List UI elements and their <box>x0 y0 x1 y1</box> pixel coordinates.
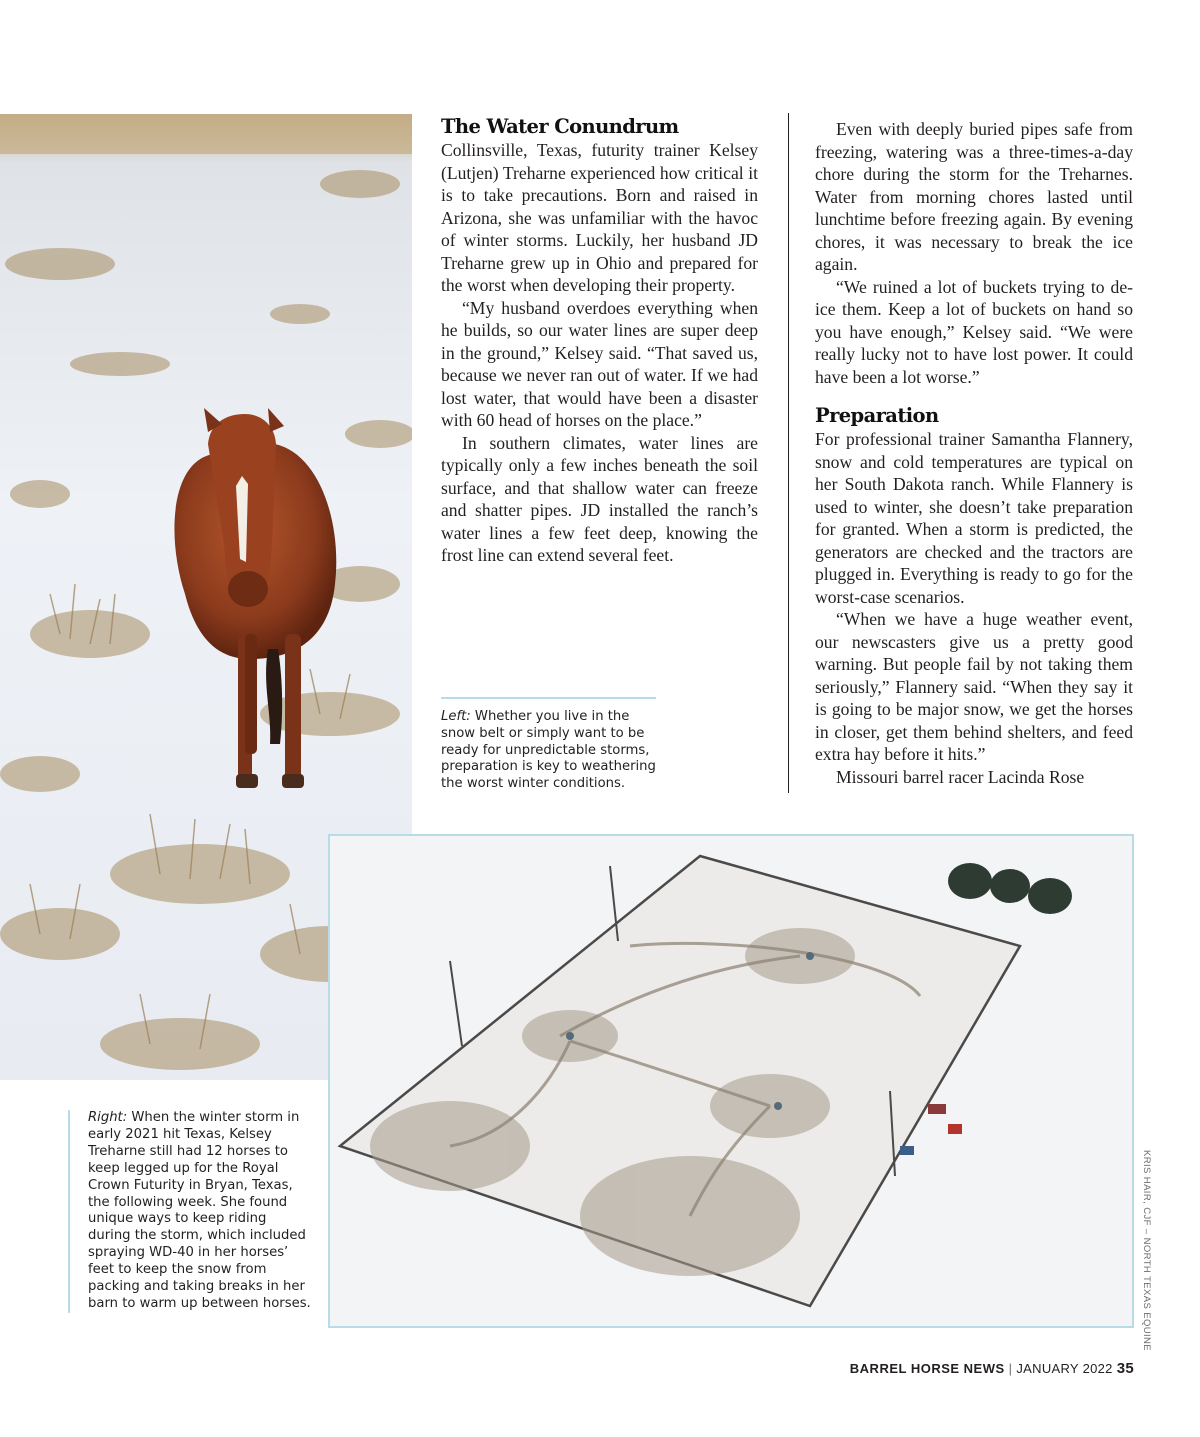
article-column-1 <box>441 115 758 567</box>
body-paragraph: “My husband overdoes everything when he builds, so our water lines are super deep in the ground,” Kelsey said. “That saved us, because we never ran out of water. If we had lost water, that would have been a disaster with 60 head of horses on the place.” <box>441 297 758 430</box>
caption-lead: Left: <box>441 709 471 724</box>
section-heading-water-conundrum: The Water Conundrum <box>441 115 679 138</box>
aerial-arena-illustration <box>330 836 1132 1326</box>
page-number: 35 <box>1116 1360 1134 1377</box>
caption-text: When the winter storm in early 2021 hit Texas, Kelsey Treharne still had 12 horses to keep legged up for the Royal Crown Futurity in Bryan, Texas, the following week. She found unique ways to keep riding during the storm, which included spraying WD-40 in her horses’ feet to keep the snow from packing and taking breaks in her barn to warm up between horses. <box>88 1110 311 1311</box>
body-paragraph: For professional trainer Samantha Flannery, snow and cold temperatures are typical on her South Dakota ranch. While Flannery is used to winter, she doesn’t take preparation for granted. When a storm is predicted, the generators are checked and the tractors are plugged in. Everything is ready to go for the worst-case scenarios. <box>815 429 1133 607</box>
body-paragraph: Even with deeply buried pipes safe from freezing, watering was a three-times-a-day chore during the storm for the Treharnes. Water from morning chores lasted until lunchtime before freezing again. By evening chores, it was necessary to break the ice again. <box>815 119 1133 274</box>
body-paragraph: “When we have a huge weather event, our newscasters give us a pretty good warning. But people fail by not taking them seriously,” Flannery said. “When they say it is going to be major snow, we get the horses in closer, get them behind shelters, and feed extra hay before it hits.” <box>815 609 1133 764</box>
article-column-2 <box>815 118 1133 788</box>
aerial-arena-photo <box>328 834 1134 1328</box>
photo-credit: KRIS HAIR, CJF – NORTH TEXAS EQUINE <box>1141 1150 1152 1352</box>
body-paragraph: Missouri barrel racer Lacinda Rose <box>836 766 1085 787</box>
publication-name: BARREL HORSE NEWS <box>849 1361 1005 1376</box>
caption-text: Whether you live in the snow belt or simply want to be ready for unpredictable storms, preparation is key to weathering the worst winter conditions. <box>441 709 656 792</box>
section-heading-preparation: Preparation <box>815 404 939 427</box>
body-paragraph: “We ruined a lot of buckets trying to de-ice them. Keep a lot of buckets on hand so you have enough,” Kelsey said. “We were really lucky not to have lost power. It could have been a lot worse.” <box>815 276 1133 387</box>
caption-lead: Right: <box>88 1110 128 1125</box>
page-footer <box>850 1360 1134 1377</box>
issue-date: JANUARY 2022 <box>1016 1361 1113 1376</box>
column-divider-rule <box>788 113 789 793</box>
body-paragraph: In southern climates, water lines are typically only a few inches beneath the soil surface, and that shallow water can freeze and shatter pipes. JD installed the ranch’s water lines a few feet deep, knowing the frost line can extend several feet. <box>441 432 758 565</box>
photo-caption-right <box>68 1110 312 1313</box>
footer-separator: | <box>1008 1361 1013 1376</box>
photo-caption-left <box>441 697 656 793</box>
body-paragraph: Collinsville, Texas, futurity trainer Kelsey (Lutjen) Treharne experienced how critical it is to take precautions. Born and raised in Arizona, she was unfamiliar with the havoc of winter storms. Luckily, her husband JD Treharne grew up in Ohio and prepared for the worst when developing their property. <box>441 140 758 295</box>
